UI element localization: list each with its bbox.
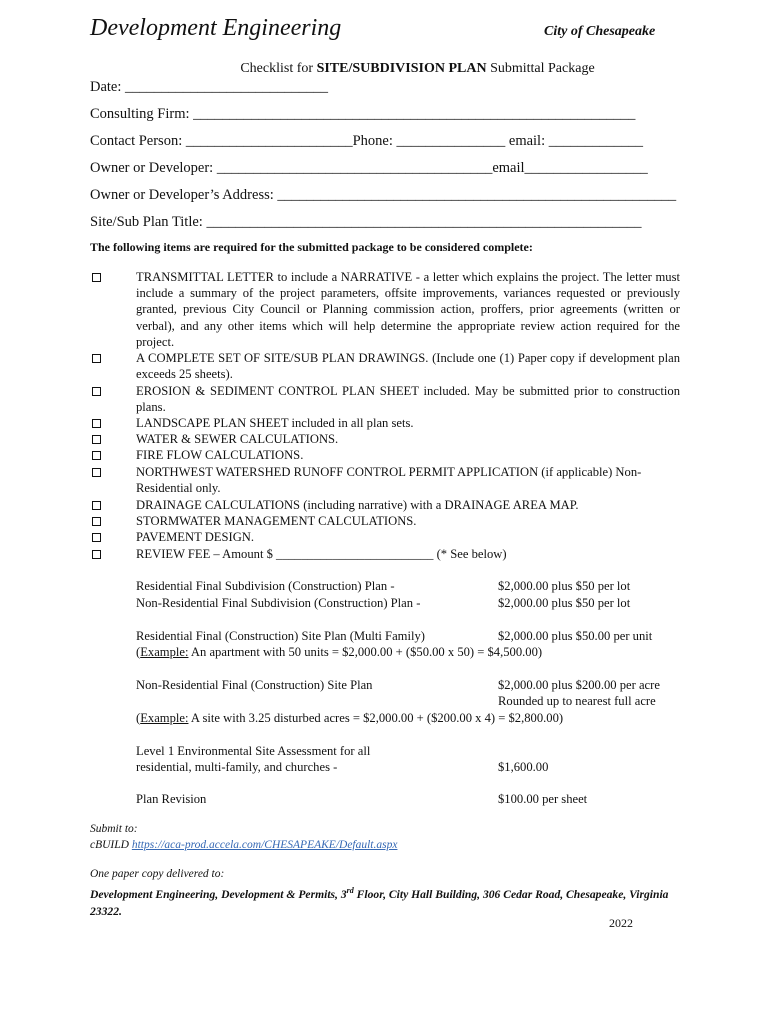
checklist-item-landscape-plan: LANDSCAPE PLAN SHEET included in all plan sets. <box>136 416 414 430</box>
checklist-item-pavement: PAVEMENT DESIGN. <box>136 530 255 544</box>
department-title: Development Engineering <box>90 15 342 41</box>
document-year: 2022 <box>609 916 633 930</box>
city-name: City of Chesapeake <box>544 24 656 39</box>
required-note: The following items are required for the submitted package to be considered complete: <box>90 240 533 254</box>
paper-copy-label: One paper copy delivered to: <box>90 868 225 880</box>
checklist-title-suffix: Submittal Package <box>486 61 595 76</box>
submit-to-label: Submit to: <box>90 823 138 835</box>
checkbox-transmittal-letter[interactable] <box>92 273 101 282</box>
consulting-firm-field[interactable]: Consulting Firm: _____________________________________________________________ <box>90 106 636 122</box>
fee-amount-plan-revision: $100.00 per sheet <box>498 792 588 806</box>
address-part1: Development Engineering, Development & Permits, 3 <box>90 887 347 901</box>
fee-example-res-site: (Example: An apartment with 50 units = $2,000.00 + ($50.00 x 50) = $4,500.00) <box>136 645 543 659</box>
example-text: An apartment with 50 units = $2,000.00 + ($50.00 x 50) = $4,500.00) <box>188 645 543 659</box>
checklist-item-water-sewer: WATER & SEWER CALCULATIONS. <box>136 432 339 446</box>
fee-amount-res-subdivision: $2,000.00 plus $50 per lot <box>498 579 631 593</box>
fee-example-nonres-site: (Example: A site with 3.25 disturbed acres = $2,000.00 + ($200.00 x 4) = $2,800.00) <box>136 711 564 725</box>
cbuild-line <box>90 839 397 851</box>
checklist-item-drainage: DRAINAGE CALCULATIONS (including narrative) with a DRAINAGE AREA MAP. <box>136 498 579 512</box>
example-text: A site with 3.25 disturbed acres = $2,000.00 + ($200.00 x 4) = $2,800.00) <box>188 711 564 725</box>
fee-amount-env-assessment: $1,600.00 <box>498 760 549 774</box>
checklist-title-bold: SITE/SUBDIVISION PLAN <box>316 61 487 76</box>
fee-amount-res-site: $2,000.00 plus $50.00 per unit <box>498 629 653 643</box>
checklist-title <box>0 61 770 77</box>
checkbox-northwest-watershed[interactable] <box>92 468 101 477</box>
checklist-item-fire-flow: FIRE FLOW CALCULATIONS. <box>136 448 304 462</box>
fee-label-nonres-subdivision: Non-Residential Final Subdivision (Construction) Plan - <box>136 596 421 610</box>
date-field[interactable]: Date: ____________________________ <box>90 79 329 95</box>
checkbox-erosion-control[interactable] <box>92 387 101 396</box>
fee-note-nonres-site: Rounded up to nearest full acre <box>498 694 656 708</box>
fee-label-plan-revision: Plan Revision <box>136 792 207 806</box>
checkbox-landscape-plan[interactable] <box>92 419 101 428</box>
checklist-title-prefix: Checklist for <box>240 61 317 76</box>
contact-person-field[interactable]: Contact Person: _______________________Phone: _______________ email: _____________ <box>90 133 643 149</box>
fee-amount-nonres-subdivision: $2,000.00 plus $50 per lot <box>498 596 631 610</box>
owner-address-field[interactable]: Owner or Developer’s Address: _______________________________________________________ <box>90 187 677 203</box>
checklist-item-stormwater: STORMWATER MANAGEMENT CALCULATIONS. <box>136 514 417 528</box>
address-superscript: rd <box>346 886 354 895</box>
example-label: Example: <box>140 645 189 659</box>
fee-label-nonres-site: Non-Residential Final (Construction) Site Plan <box>136 678 373 692</box>
cbuild-prefix: cBUILD <box>90 839 132 851</box>
checkbox-plan-drawings[interactable] <box>92 354 101 363</box>
checkbox-stormwater[interactable] <box>92 517 101 526</box>
checkbox-drainage[interactable] <box>92 501 101 510</box>
checklist-item-transmittal-letter: TRANSMITTAL LETTER to include a NARRATIVE - a letter which explains the project. The letter must include a summary of the project parameters, offsite improvements, variances requested or previously granted, previous City Council or Planning commission action, proffers, prior agreements (written or verbal), and any other items which will help determine the appropriate review action required for the project. <box>136 270 680 349</box>
checklist-item-review-fee: REVIEW FEE – Amount $ _________________________ (* See below) <box>136 547 507 561</box>
example-label: Example: <box>140 711 189 725</box>
owner-developer-field[interactable]: Owner or Developer: ______________________________________email_________________ <box>90 160 648 176</box>
plan-title-field[interactable]: Site/Sub Plan Title: ____________________________________________________________ <box>90 214 642 230</box>
fee-label-env-assessment-line2: residential, multi-family, and churches - <box>136 760 338 774</box>
checkbox-review-fee[interactable] <box>92 550 101 559</box>
delivery-address <box>90 882 690 920</box>
checkbox-pavement[interactable] <box>92 533 101 542</box>
checkbox-water-sewer[interactable] <box>92 435 101 444</box>
checklist-item-erosion-control: EROSION & SEDIMENT CONTROL PLAN SHEET included. May be submitted prior to construction plans. <box>136 384 680 415</box>
address-part2: Floor, City Hall Building, 306 Cedar Road, Chesapeake, Virginia 23322. <box>90 887 669 918</box>
checklist-item-northwest-watershed: NORTHWEST WATERSHED RUNOFF CONTROL PERMIT APPLICATION (if applicable) Non-Residential only. <box>136 465 642 496</box>
fee-amount-nonres-site: $2,000.00 plus $200.00 per acre <box>498 678 660 692</box>
fee-label-res-subdivision: Residential Final Subdivision (Construction) Plan - <box>136 579 395 593</box>
checkbox-fire-flow[interactable] <box>92 451 101 460</box>
fee-label-res-site: Residential Final (Construction) Site Plan (Multi Family) <box>136 629 425 643</box>
fee-label-env-assessment-line1: Level 1 Environmental Site Assessment for all <box>136 744 371 758</box>
checklist-item-plan-drawings: A COMPLETE SET OF SITE/SUB PLAN DRAWINGS. (Include one (1) Paper copy if development plan exceeds 25 sheets). <box>136 351 680 382</box>
cbuild-link[interactable]: https://aca-prod.accela.com/CHESAPEAKE/Default.aspx <box>131 839 398 851</box>
